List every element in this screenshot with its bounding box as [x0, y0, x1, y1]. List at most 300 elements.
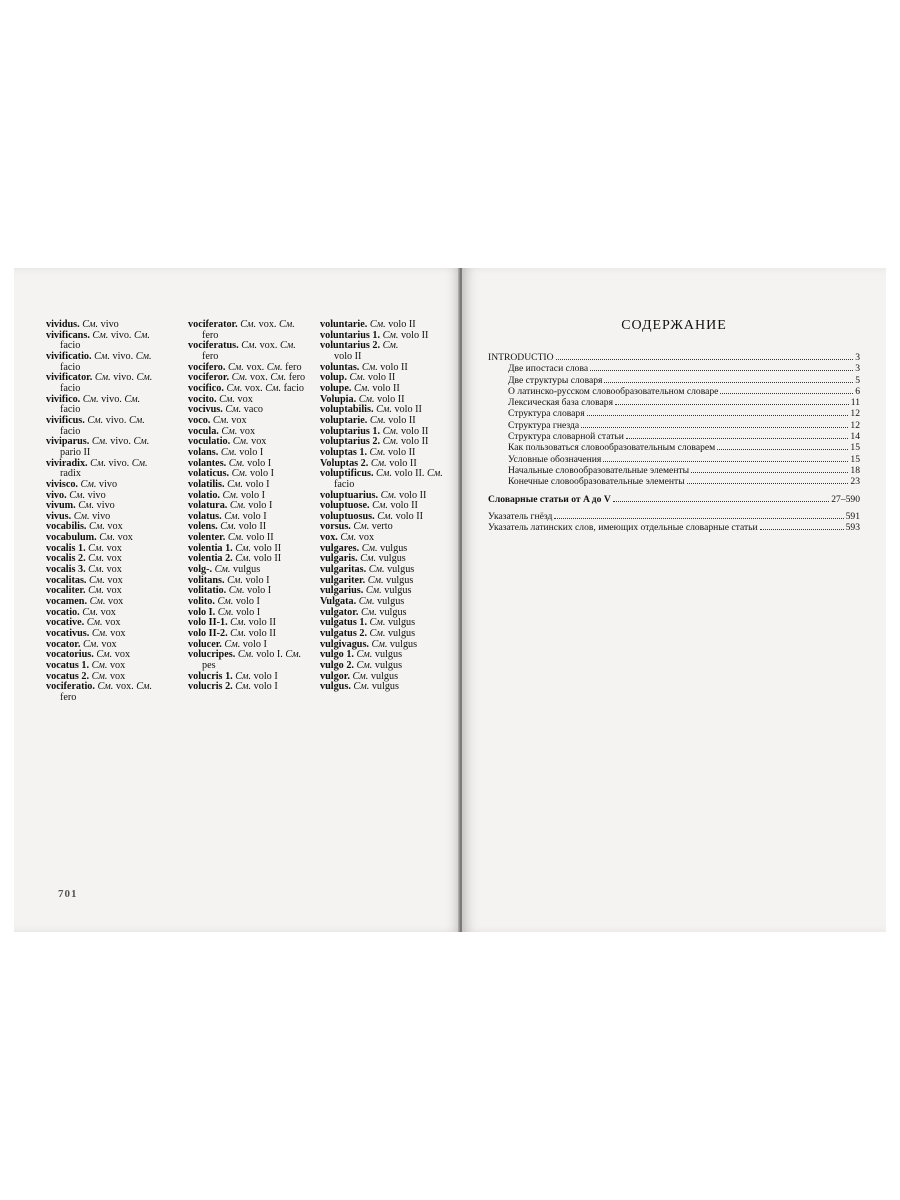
toc-entry-label: Указатель латинских слов, имеющих отдельные словарные статьи: [488, 522, 758, 534]
see-marker: См.: [220, 521, 237, 533]
toc-leader-dots: [720, 393, 853, 394]
toc-entry-label: Словарные статьи от A до V: [488, 493, 611, 505]
toc-leader-dots: [717, 449, 848, 450]
see-marker: См.: [82, 606, 99, 618]
entry-reference: volo II: [238, 521, 267, 533]
entry-reference: facio: [60, 340, 81, 352]
entry-reference: vox.: [115, 681, 134, 693]
toc-entry[interactable]: [488, 363, 860, 374]
toc-leader-dots: [604, 382, 853, 383]
entry-headword: voluptarie.: [320, 414, 368, 426]
see-marker: См.: [96, 649, 113, 661]
see-marker: См.: [86, 617, 103, 629]
entry-reference: vivo.: [108, 457, 130, 469]
entry-headword: vociferatus.: [188, 340, 239, 352]
entry-reference: facio: [334, 478, 355, 490]
left-page: [14, 268, 462, 932]
entry-headword: voluptarius 1.: [320, 425, 381, 437]
entry-headword: vociferatio.: [46, 681, 95, 693]
see-marker: См.: [360, 553, 377, 565]
entry-reference: volo II: [395, 510, 424, 522]
toc-leader-dots: [587, 415, 849, 416]
see-marker: См.: [124, 393, 141, 405]
entry-headword: viviradix.: [46, 457, 88, 469]
see-marker: См.: [227, 478, 243, 490]
see-marker: См.: [279, 340, 296, 352]
see-marker: См.: [353, 521, 370, 533]
entry-reference: pario II: [60, 446, 91, 458]
see-marker: См.: [69, 489, 86, 501]
see-marker: См.: [237, 649, 254, 661]
entry-headword: Volupia.: [320, 393, 357, 405]
see-marker: См.: [92, 329, 109, 341]
see-marker: См.: [349, 372, 366, 384]
entry-headword: vocalitas.: [46, 574, 87, 586]
see-marker: См.: [226, 382, 243, 394]
entry-reference: vulgus: [233, 564, 261, 576]
see-marker: См.: [340, 532, 357, 544]
see-marker: См.: [230, 628, 247, 640]
toc-entry-label: Условные обозначения: [508, 453, 602, 465]
entry-reference: verto: [371, 521, 393, 533]
dictionary-entry: [320, 341, 455, 362]
entry-headword: volupe.: [320, 382, 352, 394]
see-marker: См.: [370, 457, 387, 469]
toc-entry[interactable]: [488, 352, 860, 363]
see-marker: См.: [356, 660, 373, 671]
entry-reference: vulgus: [387, 628, 416, 640]
entry-headword: vocito.: [188, 393, 217, 405]
entry-headword: volens.: [188, 521, 218, 533]
entry-reference: vox: [100, 606, 116, 618]
entry-reference: vox.: [258, 319, 277, 330]
see-marker: См.: [279, 319, 295, 330]
toc-entry-label: Начальные словообразовательные элементы: [508, 464, 690, 476]
toc-leader-dots: [590, 370, 853, 371]
see-marker: См.: [369, 628, 386, 640]
see-marker: См.: [136, 372, 153, 384]
toc-entry[interactable]: [488, 408, 860, 419]
see-marker: См.: [241, 340, 258, 352]
see-marker: См.: [382, 436, 399, 448]
entry-reference: volo II: [387, 446, 416, 458]
see-marker: См.: [358, 393, 375, 405]
entry-reference: vulgus: [371, 681, 399, 693]
toc-entry-label: О латинско-русском словообразовательном словаре: [508, 385, 719, 397]
entry-headword: volentia 2.: [188, 553, 233, 565]
entry-headword: volo II-2.: [188, 628, 228, 640]
entry-reference: vox: [106, 553, 122, 565]
entry-headword: vocative.: [46, 617, 85, 629]
dictionary-entry: [46, 437, 181, 458]
entry-reference: volo I: [245, 574, 270, 586]
table-of-contents: [488, 352, 860, 533]
entry-reference: vulgus: [387, 564, 415, 576]
see-marker: См.: [227, 574, 243, 586]
entry-reference: vulgus: [387, 617, 416, 629]
see-marker: См.: [94, 350, 110, 362]
toc-entry[interactable]: [488, 375, 860, 386]
see-marker: См.: [368, 564, 385, 576]
toc-entry-page: 18: [850, 464, 860, 476]
entry-reference: volo II: [389, 457, 417, 469]
see-marker: См.: [235, 670, 252, 682]
entry-headword: volans.: [188, 446, 219, 458]
entry-headword: vocalis 3.: [46, 564, 86, 576]
entry-headword: vulgares.: [320, 542, 360, 554]
toc-entry[interactable]: [488, 476, 860, 487]
entry-reference: vox: [107, 574, 123, 586]
entry-headword: vulgo 1.: [320, 649, 354, 661]
entry-reference: volo I: [253, 670, 278, 682]
entry-reference: volo II: [398, 489, 427, 501]
entry-reference: volo I: [242, 638, 267, 650]
entry-reference: vox: [358, 532, 375, 544]
see-marker: См.: [89, 596, 106, 608]
entry-reference: volo I: [236, 606, 261, 618]
toc-entry-page: 6: [855, 385, 860, 397]
dictionary-entry: [46, 331, 181, 352]
see-marker: См.: [224, 638, 241, 650]
entry-reference: volo I: [235, 596, 260, 608]
entry-reference: radix: [60, 468, 81, 480]
see-marker: См.: [133, 436, 150, 448]
see-marker: См.: [266, 361, 283, 373]
see-marker: См.: [94, 372, 111, 384]
entry-reference: vulgus: [370, 670, 399, 682]
toc-entry-page: 15: [850, 453, 860, 465]
entry-reference: fero: [288, 372, 306, 384]
dictionary-entry: [188, 341, 318, 362]
see-marker: См.: [135, 350, 152, 362]
entry-reference: vox.: [246, 361, 265, 373]
entry-reference: vox.: [244, 382, 263, 394]
see-marker: См.: [91, 628, 108, 640]
dictionary-entry: [46, 416, 181, 437]
entry-headword: vulgatus 1.: [320, 617, 367, 629]
dictionary-entry: [188, 320, 318, 341]
see-marker: См.: [229, 500, 246, 512]
see-marker: См.: [90, 457, 106, 469]
see-marker: См.: [217, 606, 234, 618]
entry-headword: voco.: [188, 414, 211, 426]
toc-entry-page: 3: [855, 352, 860, 363]
see-marker: См.: [91, 670, 108, 682]
toc-leader-dots: [615, 404, 849, 405]
dictionary-column-2: [188, 320, 318, 693]
toc-entry-label: Указатель гнёзд: [488, 510, 553, 522]
see-marker: См.: [82, 638, 99, 650]
entry-reference: volo II: [377, 393, 405, 405]
entry-headword: vocifico.: [188, 382, 224, 394]
entry-headword: vocatorius.: [46, 649, 94, 661]
entry-reference: vulgus: [389, 638, 418, 650]
entry-headword: volatus.: [188, 510, 222, 522]
see-marker: См.: [88, 564, 105, 576]
entry-reference: fero: [202, 350, 219, 362]
see-marker: См.: [82, 319, 99, 330]
entry-headword: vivus.: [46, 510, 72, 522]
toc-leader-dots: [760, 529, 844, 530]
entry-reference: vulgus: [379, 606, 407, 618]
entry-headword: vivificator.: [46, 372, 93, 384]
entry-reference: volo II: [248, 617, 277, 629]
dictionary-entry: [188, 650, 318, 671]
toc-leader-dots: [554, 518, 843, 519]
entry-headword: volentia 1.: [188, 542, 233, 554]
entry-reference: vivo.: [112, 350, 134, 362]
see-marker: См.: [225, 404, 242, 416]
entry-reference: vivo: [87, 489, 106, 501]
entry-headword: volantes.: [188, 457, 227, 469]
see-marker: См.: [380, 489, 397, 501]
see-marker: См.: [80, 478, 97, 490]
entry-headword: vulgarius.: [320, 585, 364, 597]
toc-entry-label: Структура словарной статьи: [508, 431, 624, 443]
see-marker: См.: [131, 457, 148, 469]
entry-headword: volito.: [188, 596, 215, 608]
entry-headword: vorsus.: [320, 521, 351, 533]
see-marker: См.: [88, 585, 104, 597]
see-marker: См.: [214, 564, 231, 576]
entry-headword: vocivus.: [188, 404, 223, 416]
entry-reference: fero: [60, 691, 77, 703]
see-marker: См.: [369, 446, 386, 458]
see-marker: См.: [356, 649, 373, 661]
entry-continuation: [46, 693, 181, 704]
see-marker: См.: [353, 681, 370, 693]
entry-headword: vivum.: [46, 500, 76, 512]
entry-headword: volenter.: [188, 532, 226, 544]
entry-headword: vivifico.: [46, 393, 81, 405]
see-marker: См.: [231, 468, 248, 480]
dictionary-column-3: [320, 320, 455, 693]
entry-headword: voluptuosus.: [320, 510, 375, 522]
entry-reference: volo II: [400, 436, 429, 448]
entry-reference: vivo: [98, 478, 118, 490]
entry-headword: volitatio.: [188, 585, 227, 597]
entry-headword: vocifero.: [188, 361, 226, 373]
see-marker: См.: [221, 425, 238, 437]
dictionary-entry: [46, 459, 181, 480]
toc-leader-dots: [581, 427, 848, 428]
toc-entry-label: Две ипостаси слова: [508, 363, 589, 375]
see-marker: См.: [232, 436, 249, 448]
see-marker: См.: [89, 521, 105, 533]
entry-reference: vox: [251, 436, 267, 448]
entry-reference: vivo: [96, 500, 115, 512]
entry-headword: vulgator.: [320, 606, 359, 618]
entry-headword: vulgatus 2.: [320, 628, 367, 640]
see-marker: См.: [371, 638, 388, 650]
see-marker: См.: [235, 542, 252, 554]
see-marker: См.: [285, 649, 302, 661]
entry-headword: vocatus 2.: [46, 670, 90, 682]
dictionary-column-1: [46, 320, 181, 704]
entry-headword: voluntarius 2.: [320, 340, 381, 352]
toc-entry-page: 12: [850, 408, 860, 420]
entry-headword: volg-.: [188, 564, 213, 576]
entry-headword: volo II-1.: [188, 617, 228, 629]
entry-reference: vivo.: [113, 372, 134, 384]
see-marker: См.: [270, 372, 287, 384]
entry-reference: vox: [239, 425, 256, 437]
entry-reference: fero: [285, 361, 302, 373]
entry-headword: volucer.: [188, 638, 222, 650]
toc-entry-page: 12: [850, 419, 860, 431]
toc-leader-dots: [626, 438, 848, 439]
dictionary-entry: [46, 352, 181, 373]
dictionary-entry: [46, 682, 181, 703]
dictionary-entry: [188, 682, 318, 693]
see-marker: См.: [382, 329, 399, 341]
right-page: [462, 268, 886, 932]
see-marker: См.: [78, 500, 95, 512]
see-marker: См.: [358, 596, 375, 608]
toc-entry[interactable]: [488, 397, 860, 408]
see-marker: См.: [128, 414, 145, 426]
entry-headword: vulgus.: [320, 681, 351, 693]
toc-entry[interactable]: [488, 420, 860, 431]
entry-headword: volatio.: [188, 489, 220, 501]
toc-entry-label: Как пользоваться словообразовательным словарем: [508, 442, 716, 454]
toc-entry[interactable]: [488, 494, 860, 505]
toc-leader-dots: [691, 472, 848, 473]
entry-reference: vox.: [249, 372, 268, 384]
see-marker: См.: [235, 553, 252, 565]
entry-reference: vulgus: [386, 574, 414, 586]
entry-reference: volo I: [247, 457, 272, 469]
entry-reference: vulgus: [374, 660, 403, 671]
toc-entry-page: 11: [850, 397, 860, 409]
entry-reference: facio: [60, 404, 81, 416]
see-marker: См.: [382, 425, 399, 437]
entry-reference: vulgus: [384, 585, 412, 597]
entry-reference: volo II: [390, 500, 418, 512]
entry-headword: vox.: [320, 532, 338, 544]
toc-entry[interactable]: [488, 522, 860, 533]
entry-headword: volucris 1.: [188, 670, 233, 682]
entry-headword: voluntarius 1.: [320, 329, 381, 341]
see-marker: См.: [224, 510, 241, 522]
entry-headword: voluptas 1.: [320, 446, 367, 458]
see-marker: См.: [88, 553, 105, 565]
entry-headword: volucripes.: [188, 649, 236, 661]
entry-reference: vivo.: [105, 414, 127, 426]
see-marker: См.: [219, 393, 235, 405]
entry-reference: volo I: [239, 446, 264, 458]
entry-reference: vox: [106, 585, 122, 597]
toc-entry[interactable]: [488, 511, 860, 522]
entry-headword: volup.: [320, 372, 347, 384]
toc-entry-page: 23: [850, 476, 860, 488]
entry-headword: vulgivagus.: [320, 638, 369, 650]
entry-reference: vaco: [243, 404, 263, 416]
see-marker: См.: [217, 596, 234, 608]
toc-entry[interactable]: [488, 454, 860, 465]
entry-reference: vox: [109, 660, 126, 671]
entry-reference: vulgus: [377, 596, 405, 608]
entry-reference: volo I: [253, 681, 278, 693]
entry-headword: volaticus.: [188, 468, 230, 480]
toc-entry[interactable]: [488, 465, 860, 476]
entry-headword: volitans.: [188, 574, 225, 586]
entry-reference: vox: [114, 649, 131, 661]
see-marker: См.: [88, 542, 105, 554]
see-marker: См.: [228, 457, 245, 469]
see-marker: См.: [220, 446, 237, 458]
entry-headword: vocativus.: [46, 628, 90, 640]
see-marker: См.: [82, 393, 99, 405]
see-marker: См.: [369, 414, 386, 426]
entry-reference: fero: [202, 329, 219, 341]
entry-headword: voluntarie.: [320, 319, 368, 330]
entry-reference: vulgus: [380, 542, 408, 554]
dictionary-entry: [320, 469, 455, 490]
entry-reference: volo II: [388, 414, 416, 426]
entry-reference: volo I: [249, 468, 275, 480]
entry-headword: vocabulum.: [46, 532, 97, 544]
entry-headword: vocaliter.: [46, 585, 86, 597]
entry-reference: volo II.: [394, 468, 425, 480]
see-marker: См.: [228, 585, 245, 597]
toc-entry-label: Конечные словообразовательные элементы: [508, 476, 685, 488]
see-marker: См.: [376, 468, 392, 480]
entry-headword: vulgariter.: [320, 574, 366, 586]
see-marker: См.: [361, 361, 378, 373]
entry-headword: voluptarius 2.: [320, 436, 381, 448]
toc-entry[interactable]: [488, 442, 860, 453]
toc-entry-page: 27–590: [831, 493, 860, 505]
see-marker: См.: [87, 414, 104, 426]
entry-reference: volo II: [253, 542, 282, 554]
toc-entry[interactable]: [488, 386, 860, 397]
entry-reference: vox: [106, 564, 122, 576]
see-marker: См.: [353, 382, 370, 394]
toc-leader-dots: [556, 359, 854, 360]
entry-reference: volo II: [400, 329, 429, 341]
see-marker: См.: [227, 532, 244, 544]
toc-entry[interactable]: [488, 431, 860, 442]
see-marker: См.: [222, 489, 239, 501]
entry-reference: facio: [283, 382, 305, 394]
entry-headword: vocator.: [46, 638, 81, 650]
entry-reference: facio: [60, 425, 81, 437]
entry-reference: vox: [107, 596, 124, 608]
entry-headword: voluptificus.: [320, 468, 374, 480]
toc-leader-dots: [687, 483, 849, 484]
see-marker: См.: [365, 585, 382, 597]
toc-entry-page: 15: [850, 442, 860, 454]
entry-reference: volo I: [242, 510, 267, 522]
toc-leader-dots: [613, 501, 829, 502]
entry-headword: vulgo 2.: [320, 660, 354, 671]
toc-entry-label: Лексическая база словаря: [508, 397, 613, 409]
see-marker: См.: [97, 681, 114, 693]
see-marker: См.: [231, 372, 248, 384]
entry-headword: Voluptas 2.: [320, 457, 369, 469]
toc-title: СОДЕРЖАНИЕ: [621, 318, 727, 333]
see-marker: См.: [235, 681, 252, 693]
see-marker: См.: [212, 414, 229, 426]
see-marker: См.: [99, 532, 116, 544]
entry-headword: viviparus.: [46, 436, 90, 448]
entry-reference: volo I: [240, 489, 265, 501]
entry-headword: vulgaritas.: [320, 564, 367, 576]
entry-reference: facio: [60, 361, 81, 373]
see-marker: См.: [376, 404, 392, 416]
entry-reference: vox.: [259, 340, 278, 352]
